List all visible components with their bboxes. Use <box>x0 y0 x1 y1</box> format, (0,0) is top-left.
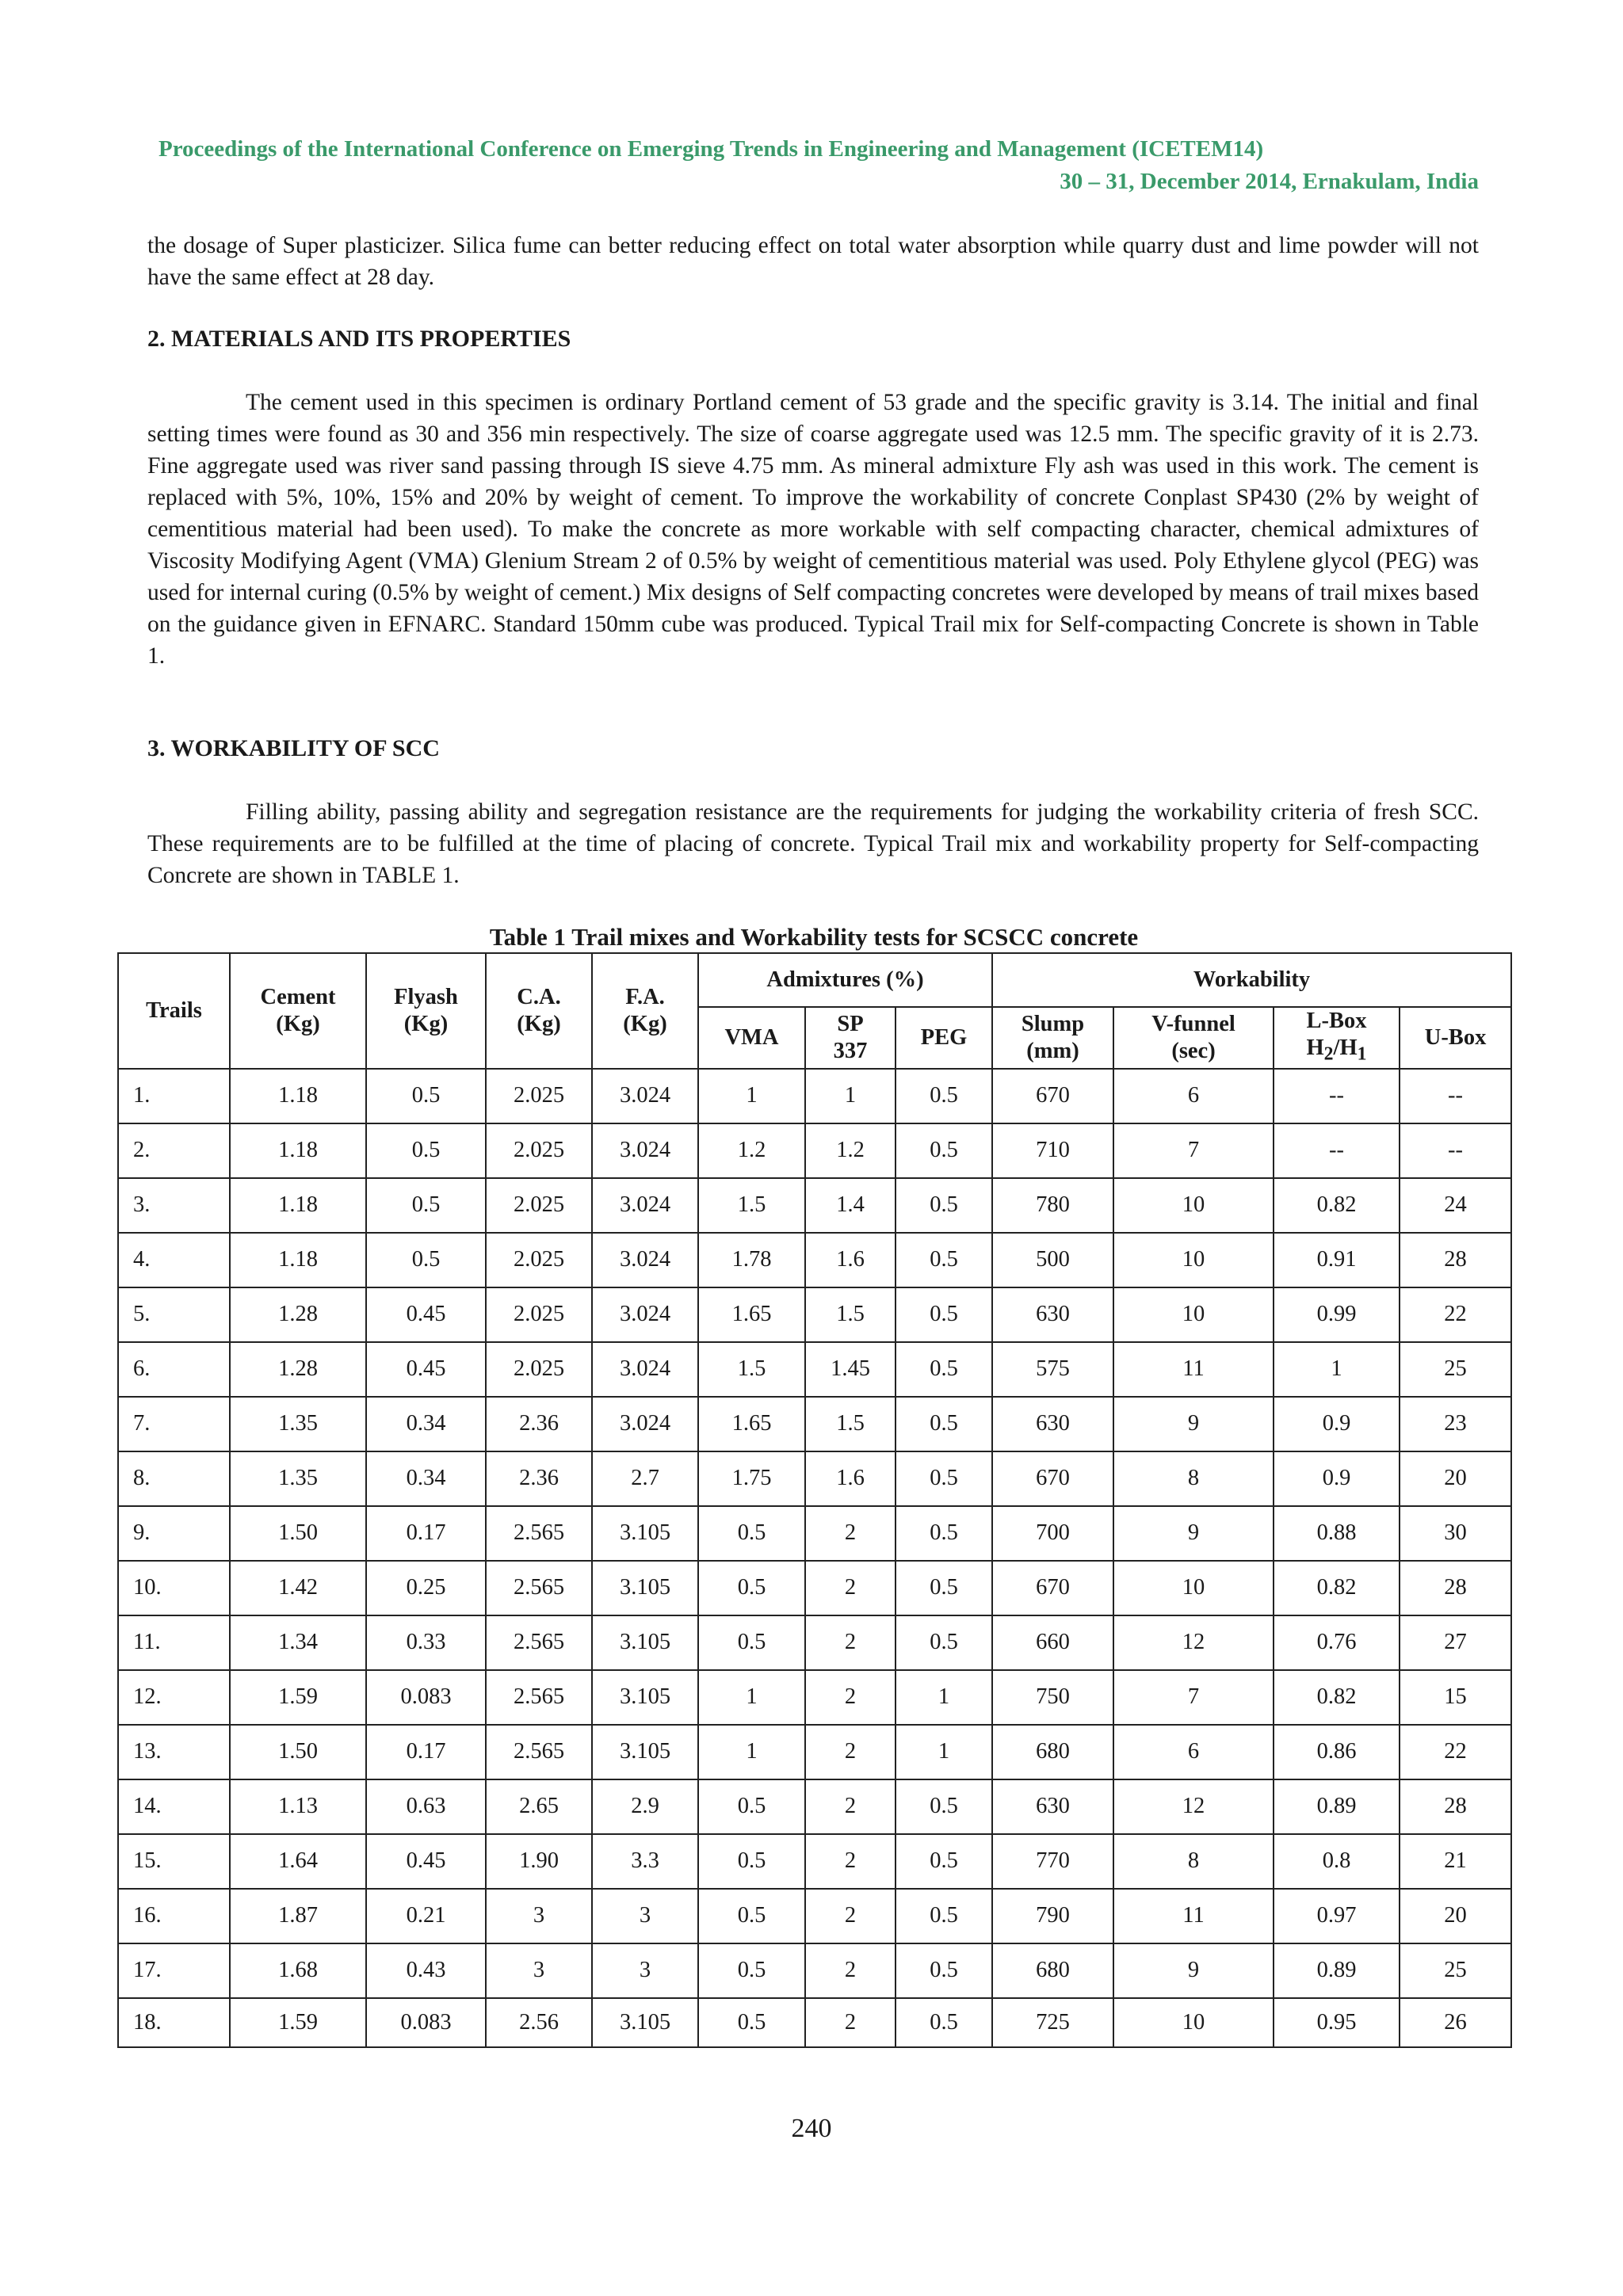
table-cell: 1 <box>896 1670 992 1725</box>
table-cell: 1.28 <box>230 1342 366 1397</box>
table-cell: 0.5 <box>896 1834 992 1889</box>
table-cell: 0.5 <box>896 1069 992 1123</box>
table-cell: 0.86 <box>1274 1725 1400 1779</box>
table-cell: 2.025 <box>486 1342 592 1397</box>
table-cell: 1.5 <box>698 1178 805 1233</box>
table-cell: 12 <box>1113 1779 1274 1834</box>
table-row <box>118 1397 1511 1451</box>
table-cell: 1.18 <box>230 1233 366 1287</box>
table-cell: 1.5 <box>805 1397 896 1451</box>
table-row <box>118 1233 1511 1287</box>
col-header-coarse-aggregate: C.A. (Kg) <box>486 953 592 1069</box>
table-cell: 710 <box>992 1123 1113 1178</box>
table-cell: 0.8 <box>1274 1834 1400 1889</box>
table-cell: 0.5 <box>896 1889 992 1943</box>
table-cell: 0.5 <box>896 1233 992 1287</box>
table-cell: 2.9 <box>592 1779 698 1834</box>
table-cell: 0.5 <box>698 1943 805 1998</box>
table-cell: 24 <box>1400 1178 1511 1233</box>
table-cell: 1 <box>698 1069 805 1123</box>
trail-number-cell: 13. <box>118 1725 230 1779</box>
table-row <box>118 1615 1511 1670</box>
table-cell: 1.59 <box>230 1670 366 1725</box>
table-cell: 670 <box>992 1069 1113 1123</box>
table-cell: 1.87 <box>230 1889 366 1943</box>
table-cell: 1.18 <box>230 1178 366 1233</box>
table-cell: 0.5 <box>896 1397 992 1451</box>
table-cell: 3.024 <box>592 1397 698 1451</box>
trail-number-cell: 18. <box>118 1998 230 2047</box>
table-row <box>118 1943 1511 1998</box>
table-row <box>118 1342 1511 1397</box>
table-cell: 1.64 <box>230 1834 366 1889</box>
intro-paragraph: the dosage of Super plasticizer. Silica fume can better reducing effect on total water absorption while quarry dust and lime powder will not have the same effect at 28 day. <box>147 233 1479 290</box>
col-header-l-box: L-Box $H_2/H_1$ <box>1274 1007 1400 1069</box>
table-cell: 500 <box>992 1233 1113 1287</box>
trail-number-cell: 16. <box>118 1889 230 1943</box>
col-group-workability: Workability <box>992 953 1511 1007</box>
table-cell: 2.025 <box>486 1123 592 1178</box>
table-cell: 1.2 <box>698 1123 805 1178</box>
table-cell: 0.9 <box>1274 1397 1400 1451</box>
table-cell: 10 <box>1113 1233 1274 1287</box>
table-cell: 0.21 <box>366 1889 486 1943</box>
col-header-v-funnel: V-funnel (sec) <box>1113 1007 1274 1069</box>
table-row <box>118 1287 1511 1342</box>
table-cell: 670 <box>992 1451 1113 1506</box>
table-cell: 1 <box>1274 1342 1400 1397</box>
table-row <box>118 1998 1511 2047</box>
table-cell: 2 <box>805 1670 896 1725</box>
table-cell: 0.5 <box>896 1123 992 1178</box>
table-cell: 11 <box>1113 1889 1274 1943</box>
table-cell: 0.5 <box>698 1779 805 1834</box>
table-cell: 0.91 <box>1274 1233 1400 1287</box>
table-cell: 0.5 <box>896 1451 992 1506</box>
table-cell: 1.4 <box>805 1178 896 1233</box>
table-cell: 0.5 <box>366 1178 486 1233</box>
table-cell: 0.5 <box>896 1615 992 1670</box>
table-cell: 8 <box>1113 1834 1274 1889</box>
table-cell: 0.33 <box>366 1615 486 1670</box>
table-cell: 575 <box>992 1342 1113 1397</box>
table-cell: 1.42 <box>230 1561 366 1615</box>
section-heading-workability: 3. WORKABILITY OF SCC <box>147 735 440 761</box>
table-body <box>118 1069 1511 2047</box>
table-cell: 1.35 <box>230 1397 366 1451</box>
table-cell: 1.59 <box>230 1998 366 2047</box>
table-cell: 0.45 <box>366 1342 486 1397</box>
table-cell: 1.90 <box>486 1834 592 1889</box>
table-cell: 2.025 <box>486 1233 592 1287</box>
trail-number-cell: 17. <box>118 1943 230 1998</box>
table-cell: 25 <box>1400 1342 1511 1397</box>
table-cell: 2.565 <box>486 1615 592 1670</box>
table-cell: 3 <box>486 1943 592 1998</box>
table-cell: 3.105 <box>592 1506 698 1561</box>
table-cell: 2 <box>805 1834 896 1889</box>
table-cell: 750 <box>992 1670 1113 1725</box>
table-cell: 3.024 <box>592 1233 698 1287</box>
table-cell: 3.105 <box>592 1615 698 1670</box>
table-cell: 1.18 <box>230 1123 366 1178</box>
table-cell: 630 <box>992 1397 1113 1451</box>
table-cell: 0.5 <box>698 1561 805 1615</box>
trail-number-cell: 15. <box>118 1834 230 1889</box>
table-cell: 2.565 <box>486 1506 592 1561</box>
table-cell: 2.36 <box>486 1451 592 1506</box>
table-cell: 1.28 <box>230 1287 366 1342</box>
table-cell: 2.025 <box>486 1069 592 1123</box>
table-cell: 1.65 <box>698 1397 805 1451</box>
table-cell: 1.18 <box>230 1069 366 1123</box>
table-cell: 670 <box>992 1561 1113 1615</box>
trail-number-cell: 3. <box>118 1178 230 1233</box>
table-cell: 25 <box>1400 1943 1511 1998</box>
table-cell: 0.5 <box>896 1998 992 2047</box>
table-cell: 2.65 <box>486 1779 592 1834</box>
table-row <box>118 1069 1511 1123</box>
table-cell: 790 <box>992 1889 1113 1943</box>
table-cell: 1.35 <box>230 1451 366 1506</box>
table-cell: 2 <box>805 1725 896 1779</box>
table-cell: 22 <box>1400 1287 1511 1342</box>
table-cell: 2.025 <box>486 1287 592 1342</box>
table-cell: 780 <box>992 1178 1113 1233</box>
table-cell: 1.78 <box>698 1233 805 1287</box>
table-cell: 0.5 <box>698 1998 805 2047</box>
table-cell: 10 <box>1113 1287 1274 1342</box>
table-cell: 0.99 <box>1274 1287 1400 1342</box>
table-cell: 9 <box>1113 1943 1274 1998</box>
table-cell: 10 <box>1113 1178 1274 1233</box>
table-row <box>118 1123 1511 1178</box>
table-cell: 0.95 <box>1274 1998 1400 2047</box>
table-cell: 0.45 <box>366 1834 486 1889</box>
table-cell: 11 <box>1113 1342 1274 1397</box>
table-cell: 10 <box>1113 1998 1274 2047</box>
table-cell: 0.82 <box>1274 1561 1400 1615</box>
table-cell: 3.024 <box>592 1123 698 1178</box>
table-cell: 1.2 <box>805 1123 896 1178</box>
header-conference-title: Proceedings of the International Conference on Emerging Trends in Engineering and Management (ICETEM14) <box>158 136 1264 162</box>
col-header-sp337: SP 337 <box>805 1007 896 1069</box>
trail-number-cell: 2. <box>118 1123 230 1178</box>
trail-number-cell: 1. <box>118 1069 230 1123</box>
trail-number-cell: 4. <box>118 1233 230 1287</box>
table-cell: 1.50 <box>230 1725 366 1779</box>
table-cell: -- <box>1400 1123 1511 1178</box>
col-group-admixtures: Admixtures (%) <box>698 953 992 1007</box>
table-cell: 0.89 <box>1274 1779 1400 1834</box>
col-header-trails: Trails <box>118 953 230 1069</box>
table-cell: 6 <box>1113 1725 1274 1779</box>
table-caption: Table 1 Trail mixes and Workability tests for SCSCC concrete <box>489 923 1139 951</box>
table-cell: 2.56 <box>486 1998 592 2047</box>
table-cell: 10 <box>1113 1561 1274 1615</box>
table-cell: 0.5 <box>366 1123 486 1178</box>
table-cell: 1.50 <box>230 1506 366 1561</box>
table-cell: 630 <box>992 1779 1113 1834</box>
running-header <box>147 133 1479 198</box>
table-cell: 0.5 <box>896 1506 992 1561</box>
trail-number-cell: 5. <box>118 1287 230 1342</box>
table-cell: 1.34 <box>230 1615 366 1670</box>
table-cell: 2.025 <box>486 1178 592 1233</box>
table-cell: 2 <box>805 1943 896 1998</box>
table-cell: 26 <box>1400 1998 1511 2047</box>
table-cell: 7 <box>1113 1123 1274 1178</box>
table-row <box>118 1725 1511 1779</box>
table-cell: 3 <box>486 1889 592 1943</box>
table-cell: -- <box>1274 1123 1400 1178</box>
table-cell: 20 <box>1400 1451 1511 1506</box>
trail-mix-table <box>117 952 1512 2048</box>
table-cell: 20 <box>1400 1889 1511 1943</box>
table-cell: 725 <box>992 1998 1113 2047</box>
table-cell: 3.3 <box>592 1834 698 1889</box>
table-cell: 15 <box>1400 1670 1511 1725</box>
table-cell: 21 <box>1400 1834 1511 1889</box>
table-cell: 0.5 <box>366 1233 486 1287</box>
trail-number-cell: 11. <box>118 1615 230 1670</box>
table-cell: 27 <box>1400 1615 1511 1670</box>
trail-number-cell: 14. <box>118 1779 230 1834</box>
table-cell: 1.6 <box>805 1451 896 1506</box>
table-cell: 0.43 <box>366 1943 486 1998</box>
table-cell: 0.17 <box>366 1506 486 1561</box>
table-cell: 0.5 <box>366 1069 486 1123</box>
table-cell: 0.5 <box>698 1615 805 1670</box>
table-cell: 680 <box>992 1725 1113 1779</box>
table-cell: 2 <box>805 1889 896 1943</box>
col-header-cement: Cement (Kg) <box>230 953 366 1069</box>
table-cell: 3.105 <box>592 1725 698 1779</box>
table-cell: 0.5 <box>698 1506 805 1561</box>
table-cell: 0.5 <box>896 1779 992 1834</box>
table-cell: 630 <box>992 1287 1113 1342</box>
table-cell: 1.65 <box>698 1287 805 1342</box>
table-cell: 8 <box>1113 1451 1274 1506</box>
table-cell: 3.105 <box>592 1670 698 1725</box>
table-cell: 3.024 <box>592 1287 698 1342</box>
table-row <box>118 1561 1511 1615</box>
table-cell: 0.083 <box>366 1998 486 2047</box>
page-number: 240 <box>791 2114 832 2143</box>
table-cell: 2 <box>805 1561 896 1615</box>
table-cell: 2.7 <box>592 1451 698 1506</box>
table-cell: 0.5 <box>896 1287 992 1342</box>
table-cell: 2.565 <box>486 1725 592 1779</box>
table-cell: 2.565 <box>486 1670 592 1725</box>
table-row <box>118 1834 1511 1889</box>
table-cell: 3 <box>592 1889 698 1943</box>
table-cell: 2.36 <box>486 1397 592 1451</box>
table-cell: 6 <box>1113 1069 1274 1123</box>
table-row <box>118 1506 1511 1561</box>
table-row <box>118 1178 1511 1233</box>
table-row <box>118 1889 1511 1943</box>
table-cell: 700 <box>992 1506 1113 1561</box>
materials-paragraph: The cement used in this specimen is ordinary Portland cement of 53 grade and the specific gravity is 3.14. The initial and final setting times were found as 30 and 356 min respectively. The size of coarse aggregate used was 12.5 mm. The specific gravity of it is 2.73. Fine aggregate used was river sand passing through IS sieve 4.75 mm. As mineral admixture Fly ash was used in this work. The cement is replaced with 5%, 10%, 15% and 20% by weight of cement. To improve the workability of concrete Conplast SP430 (2% by weight of cementitious material had been used). To make the concrete as more workable with self compacting character, chemical admixtures of Viscosity Modifying Agent (VMA) Glenium Stream 2 of 0.5% by weight of cementitious material was used. Poly Ethylene glycol (PEG) was used for internal curing (0.5% by weight of cement.) Mix designs of Self compacting concretes were developed by means of trail mixes based on the guidance given in EFNARC. Standard 150mm cube was produced. Typical Trail mix for Self-compacting Concrete is shown in Table 1. <box>147 390 1479 669</box>
table-cell: 0.17 <box>366 1725 486 1779</box>
table-cell: 1 <box>698 1670 805 1725</box>
table-cell: 0.45 <box>366 1287 486 1342</box>
table-cell: 0.5 <box>896 1178 992 1233</box>
table-cell: 3 <box>592 1943 698 1998</box>
table-cell: 0.82 <box>1274 1178 1400 1233</box>
table-cell: 22 <box>1400 1725 1511 1779</box>
table-cell: 0.25 <box>366 1561 486 1615</box>
table-cell: 0.89 <box>1274 1943 1400 1998</box>
table-cell: 1 <box>896 1725 992 1779</box>
table-cell: 23 <box>1400 1397 1511 1451</box>
table-cell: 3.024 <box>592 1342 698 1397</box>
table-cell: 0.5 <box>698 1889 805 1943</box>
table-cell: 0.88 <box>1274 1506 1400 1561</box>
table-cell: 2 <box>805 1998 896 2047</box>
table-cell: 0.82 <box>1274 1670 1400 1725</box>
table-cell: 1.5 <box>698 1342 805 1397</box>
col-header-fine-aggregate: F.A. (Kg) <box>592 953 698 1069</box>
table-cell: 0.9 <box>1274 1451 1400 1506</box>
table-cell: 0.5 <box>896 1342 992 1397</box>
table-cell: 3.024 <box>592 1178 698 1233</box>
trail-number-cell: 10. <box>118 1561 230 1615</box>
table-cell: 0.5 <box>698 1834 805 1889</box>
table-cell: 1.6 <box>805 1233 896 1287</box>
table-cell: 0.34 <box>366 1397 486 1451</box>
table-cell: 0.34 <box>366 1451 486 1506</box>
table-row <box>118 1779 1511 1834</box>
table-cell: 28 <box>1400 1233 1511 1287</box>
section-heading-materials: 2. MATERIALS AND ITS PROPERTIES <box>147 326 571 352</box>
col-header-slump: Slump (mm) <box>992 1007 1113 1069</box>
trail-number-cell: 7. <box>118 1397 230 1451</box>
col-header-vma: VMA <box>698 1007 805 1069</box>
trail-number-cell: 9. <box>118 1506 230 1561</box>
table-row <box>118 1670 1511 1725</box>
table-cell: 2.565 <box>486 1561 592 1615</box>
table-cell: 1.45 <box>805 1342 896 1397</box>
table-cell: 3.024 <box>592 1069 698 1123</box>
table-row <box>118 1451 1511 1506</box>
table-cell: 0.76 <box>1274 1615 1400 1670</box>
table-cell: 680 <box>992 1943 1113 1998</box>
table-cell: 9 <box>1113 1506 1274 1561</box>
col-header-flyash: Flyash (Kg) <box>366 953 486 1069</box>
table-cell: -- <box>1400 1069 1511 1123</box>
header-date-location: 30 – 31, December 2014, Ernakulam, India <box>1060 169 1479 194</box>
table-cell: 1 <box>805 1069 896 1123</box>
table-cell: 1.5 <box>805 1287 896 1342</box>
workability-paragraph: Filling ability, passing ability and segregation resistance are the requirements for judging the workability criteria of fresh SCC. These requirements are to be fulfilled at the time of placing of concrete. Typical Trail mix and workability property for Self-compacting Concrete are shown in TABLE 1. <box>147 799 1479 888</box>
table-header <box>118 953 1511 1069</box>
col-header-u-box: U-Box <box>1400 1007 1511 1069</box>
col-header-peg: PEG <box>896 1007 992 1069</box>
table-cell: 9 <box>1113 1397 1274 1451</box>
table-cell: 28 <box>1400 1561 1511 1615</box>
table-cell: 1.13 <box>230 1779 366 1834</box>
table-cell: 30 <box>1400 1506 1511 1561</box>
table-cell: 1.75 <box>698 1451 805 1506</box>
table-cell: 2 <box>805 1506 896 1561</box>
table-cell: 3.105 <box>592 1561 698 1615</box>
trail-number-cell: 6. <box>118 1342 230 1397</box>
table-cell: 660 <box>992 1615 1113 1670</box>
table-cell: 7 <box>1113 1670 1274 1725</box>
table-cell: 2 <box>805 1779 896 1834</box>
table-cell: 0.97 <box>1274 1889 1400 1943</box>
table-cell: 0.5 <box>896 1561 992 1615</box>
table-cell: 12 <box>1113 1615 1274 1670</box>
table-cell: 0.63 <box>366 1779 486 1834</box>
table-cell: 770 <box>992 1834 1113 1889</box>
table-cell: 2 <box>805 1615 896 1670</box>
table-cell: 28 <box>1400 1779 1511 1834</box>
trail-number-cell: 8. <box>118 1451 230 1506</box>
table-cell: 0.5 <box>896 1943 992 1998</box>
table-cell: -- <box>1274 1069 1400 1123</box>
table-cell: 1.68 <box>230 1943 366 1998</box>
trail-number-cell: 12. <box>118 1670 230 1725</box>
table-cell: 0.083 <box>366 1670 486 1725</box>
table-cell: 1 <box>698 1725 805 1779</box>
table-cell: 3.105 <box>592 1998 698 2047</box>
